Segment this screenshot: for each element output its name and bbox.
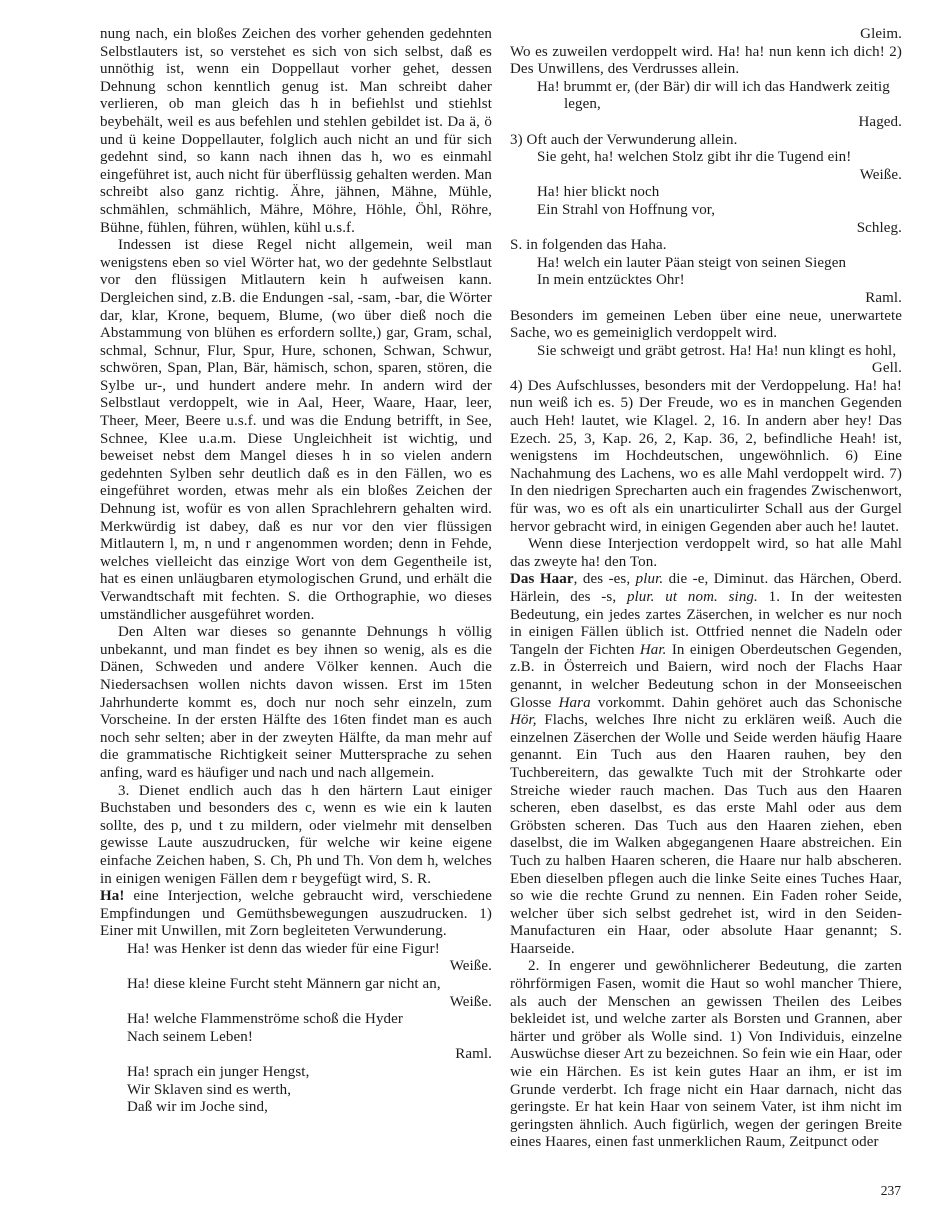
verse-line: In mein entzücktes Ohr! bbox=[537, 272, 685, 289]
verse-line: Ein Strahl von Hoffnung vor, bbox=[537, 201, 716, 218]
right-column bbox=[510, 26, 902, 1152]
paragraph: S. in folgenden das Haha. bbox=[510, 237, 667, 254]
verse-line: Ha! hier blickt noch bbox=[537, 184, 660, 201]
verse-quotation bbox=[100, 1011, 492, 1046]
text-segment: eine Interjection, welche gebraucht wird, verschiedene Empfindungen und Gemüthsbewegungen auszudrucken. 1) Einer mit Unwillen, mit Zorn begleiteten Verwunderung. bbox=[100, 888, 492, 940]
author-attribution: Weiße. bbox=[449, 958, 492, 975]
italic-term: Hara bbox=[558, 694, 591, 711]
entry-paragraph bbox=[100, 888, 492, 941]
verse-quotation bbox=[510, 255, 902, 290]
text-segment: In einigen Oberdeutschen Gegenden, z.B. in Österreich und Baiern, wird noch der Flachs Haar genannt, in welcher Bedeutung schon in der Monseeischen Glosse bbox=[510, 641, 902, 711]
verse-line: Ha! diese kleine Furcht steht Männern gar nicht an, bbox=[127, 976, 441, 993]
verse-quotation bbox=[100, 1064, 492, 1117]
author-attribution: Weiße. bbox=[859, 166, 902, 183]
verse-line: Sie schweigt und gräbt getrost. Ha! Ha! nun klingt es hohl, bbox=[537, 342, 897, 359]
verse-line: Daß wir im Joche sind, bbox=[127, 1099, 268, 1116]
italic-term: Hör, bbox=[510, 712, 537, 729]
paragraph: 4) Des Aufschlusses, besonders mit der Verdoppelung. Ha! ha! nun weiß ich es. 5) Der Freude, wo es in manchen Gegenden auch Heh! lautet, wie Klagel. 2, 16. In andern aber hey! Das Ezech. 25, 3, Kap. 26, 2, Kap. 36, 2, befindliche Heah! ist, wenigstens im Hochdeutschen, ungewöhnlich. 6) Eine Nachahmung des Lachens, wo es alle Mahl verdoppelt wird. 7) In den niedrigen Sprecharten auch ein fragendes Zwischenwort, für was, wo es oft als ein unarticulirter Schall aus der Gurgel hervor gebracht wird, in einigen Gegenden aber auch he! lautet. bbox=[510, 377, 902, 535]
text-segment: 1. In der weitesten Bedeutung, ein jedes zartes Zäserchen, in welcher es nur noch in einigen Fällen üblich ist. Ottfried nennet die Nadeln oder Tangeln der Fichten bbox=[510, 589, 902, 658]
author-attribution: Weiße. bbox=[449, 993, 492, 1010]
verse-line: legen, bbox=[564, 96, 601, 113]
author-attribution: Haged. bbox=[858, 113, 902, 130]
author-attribution: Raml. bbox=[455, 1046, 492, 1063]
verse-line: Ha! welch ein lauter Päan steigt von seinen Siegen bbox=[537, 254, 847, 271]
author-attribution: Raml. bbox=[865, 289, 902, 306]
verse-line: Ha! brummt er, (der Bär) dir will ich das Handwerk zeitig bbox=[537, 78, 890, 95]
headword: Das Haar bbox=[510, 571, 574, 588]
left-column bbox=[100, 26, 492, 1152]
italic-term: Har. bbox=[639, 641, 667, 658]
verse-quotation bbox=[510, 343, 902, 361]
verse-line: Ha! sprach ein junger Hengst, bbox=[127, 1064, 310, 1081]
author-attribution: Gell. bbox=[871, 360, 902, 377]
verse-quotation bbox=[510, 184, 902, 219]
italic-term: plur. bbox=[635, 571, 664, 588]
verse-quotation bbox=[100, 976, 492, 994]
paragraph: Wenn diese Interjection verdoppelt wird, so hat alle Mahl das zweyte ha! den Ton. bbox=[510, 536, 902, 570]
verse-line: Sie geht, ha! welchen Stolz gibt ihr die Tugend ein! bbox=[537, 149, 852, 166]
verse-line: Ha! was Henker ist denn das wieder für eine Figur! bbox=[127, 940, 440, 957]
verse-quotation bbox=[510, 149, 902, 167]
paragraph: Den Alten war dieses so genannte Dehnungs h völlig unbekannt, und man findet es bey ihnen so wenig, als es die Dänen, Schweden und andere Völker kennen. Auch die Niedersachsen wollen nichts davon wissen. Erst im 15ten Jahrhunderte kommt es, doch nur noch sehr einzeln, zum Vorscheine. In der ersten Hälfte des 16ten findet man es auch noch sehr selten; aber in der zweyten Hälfte, da man mehr auf die grammatische Richtigkeit seiner Muttersprache zu sehen anfing, ward es häufiger und nach und nach allgemein. bbox=[100, 624, 492, 781]
verse-line: Ha! welche Flammenströme schoß die Hyder bbox=[127, 1011, 403, 1028]
text-segment: die -e, Diminut. das Härchen, Oberd. Härlein, des -s, bbox=[510, 571, 902, 605]
paragraph: Besonders im gemeinen Leben über eine neue, unerwartete Sache, wo es gemeiniglich verdoppelt wird. bbox=[510, 307, 902, 342]
verse-quotation bbox=[100, 941, 492, 959]
entry-paragraph bbox=[510, 571, 902, 958]
paragraph: nung nach, ein bloßes Zeichen des vorher gehenden gedehnten Selbstlauters ist, so verstehet es sich von sich selbst, daß es unnöthig ist, wenn ein Doppellaut vorher gehet, dessen Dehnung schon kenntlich genug ist. Man schreibt daher verlieren, ob man gleich das h in befiehlst und stiehlst beybehält, weil es aus befehlen und stehlen gebildet ist. Da ä, ö und ü keine Doppellauter, folglich auch nicht an und für sich gedehnt sind, so kann nach ihnen das h, wo es einmahl eingeführet ist, auch nicht für überflüssig gehalten werden. Man schreibt also ganz richtig. Ähre, jähnen, Mähne, Mühle, schmählen, schmählich, Mähre, Möhre, Höhle, Öhl, Röhre, Bühne, fühlen, führen, wühlen, kühl u.s.f. bbox=[100, 26, 492, 236]
author-attribution: Gleim. bbox=[860, 26, 902, 42]
page-number: 237 bbox=[880, 1183, 901, 1198]
paragraph: 3) Oft auch der Verwunderung allein. bbox=[510, 131, 738, 148]
verse-line: Nach seinem Leben! bbox=[127, 1028, 253, 1045]
paragraph: Indessen ist diese Regel nicht allgemein, weil man wenigstens eben so viel Wörter hat, wo der gedehnte Selbstlaut vor den flüssigen Mitlautern kein h aufweisen kann. Dergleichen sind, z.B. die Endungen -sal, -sam, -bar, die Wörter dar, klar, Krone, bequem, Blume, (wo über dieß noch die Abstammung von blühen es erfordern sollte,) gar, Gram, schal, schmal, Schnur, Flur, Spur, Hure, schonen, Schwan, Schwur, schwören, Span, Plan, Bär, hämisch, schon, sparen, stören, die Sylbe ur-, und hundert andere mehr. In andern wird der Selbstlaut verdoppelt, wie in Aal, Heer, Waare, Haar, leer, Theer, Meer, Beere u.s.f. und was die Endung betrifft, in See, Schnee, Klee u.a.m. Diese Ungleichheit ist wichtig, und beweiset nebst dem Mangel dieses h in so vielen andern gedehnten Sylben sehr deutlich daß es in den Fällen, wo es eingeführet worden, etwas mehr als ein bloßes Zeichen der Dehnung ist, wofür es von allen Sprachlehrern gehalten wird. Merkwürdig ist dabey, daß es nur vor den vier flüssigen Mitlautern l, m, n und r angenommen worden; denn in Fehde, welches vielleicht das einzige Wort von dem Gegentheile ist, hat es einen unläugbaren etymologischen Grund, und erhält die Verwandtschaft mit fechten. S. die Orthographie, wo dieses umständlicher ausgeführet worden. bbox=[100, 237, 492, 623]
paragraph: 3. Dienet endlich auch das h den härtern Laut einiger Buchstaben und besonders des c, wenn es wie ein k lauten sollte, des p, und t zu mildern, oder vielmehr mit denselben gewisse Laute auszudrucken, für welche wir keine eigene einfache Zeichen haben, S. Ch, Ph und Th. Von dem h, welches in einigen wenigen Fällen dem r beygefügt wird, S. R. bbox=[100, 782, 492, 887]
text-segment: Flachs, welches Ihre nicht zu erklären weiß. Auch die einzelnen Zäserchen der Wolle und Seide werden häufig Haare genannt. Ein Tuch aus den Haaren rauhen, bey den Tuchbereitern, das gewalkte Tuch mit der Strohkarte oder Streiche wieder rauch machen. Das Tuch aus den Haaren scheren, eben daselbst, es das erste Mahl oder aus dem Gröbsten scheren. Das Tuch aus den Haaren ziehen, eben daselbst, die im Walken abgegangenen Haare abstreichen. Ein Tuch zu halben Haaren scheren, die Haare nur halb abscheren. Eben dieselben pflegen auch die linke Seite eines Tuches Haar, so wie die rechte Grund zu nennen. Ein Faden roher Seide, welcher über sich selbst gedrehet ist, wird in den Seiden-Manufacturen ein Haar, oder absolute Haar genannt; S. Haarseide. bbox=[510, 712, 902, 957]
text-segment: vorkommt. Dahin gehöret auch das Schonische bbox=[590, 694, 902, 711]
paragraph: 2. In engerer und gewöhnlicherer Bedeutung, die zarten röhrförmigen Fasen, womit die Haut so wohl mancher Thiere, als auch der Menschen an gewissen Theilen des Leibes bekleidet ist, und welche zarter als Borsten und Grannen, aber härter und gröber als Wolle sind. 1) Von Individuis, einzelne Auswüchse dieser Art zu bezeichnen. So fein wie ein Haar, oder wie ein Härchen. Es ist kein gutes Haar an ihm, er ist im Grunde verderbt. Ich frage nicht ein Haar darnach, nicht das geringste. Er hat kein Haar von seinem Vater, ist ihm nicht im geringsten ähnlich. Auch figürlich, wegen der geringen Breite eines Haares, einen fast unmerklichen Raum, Zeitpunct oder bbox=[510, 958, 902, 1151]
text-segment: , des -es, bbox=[573, 571, 636, 588]
paragraph: Wo es zuweilen verdoppelt wird. Ha! ha! nun kenn ich dich! 2) Des Unwillens, des Verdrusses allein. bbox=[510, 43, 902, 78]
italic-term: plur. ut nom. sing. bbox=[626, 589, 758, 605]
verse-quotation bbox=[510, 79, 902, 114]
author-attribution: Schleg. bbox=[856, 219, 902, 236]
headword: Ha! bbox=[100, 888, 125, 905]
verse-line: Wir Sklaven sind es werth, bbox=[127, 1081, 292, 1098]
